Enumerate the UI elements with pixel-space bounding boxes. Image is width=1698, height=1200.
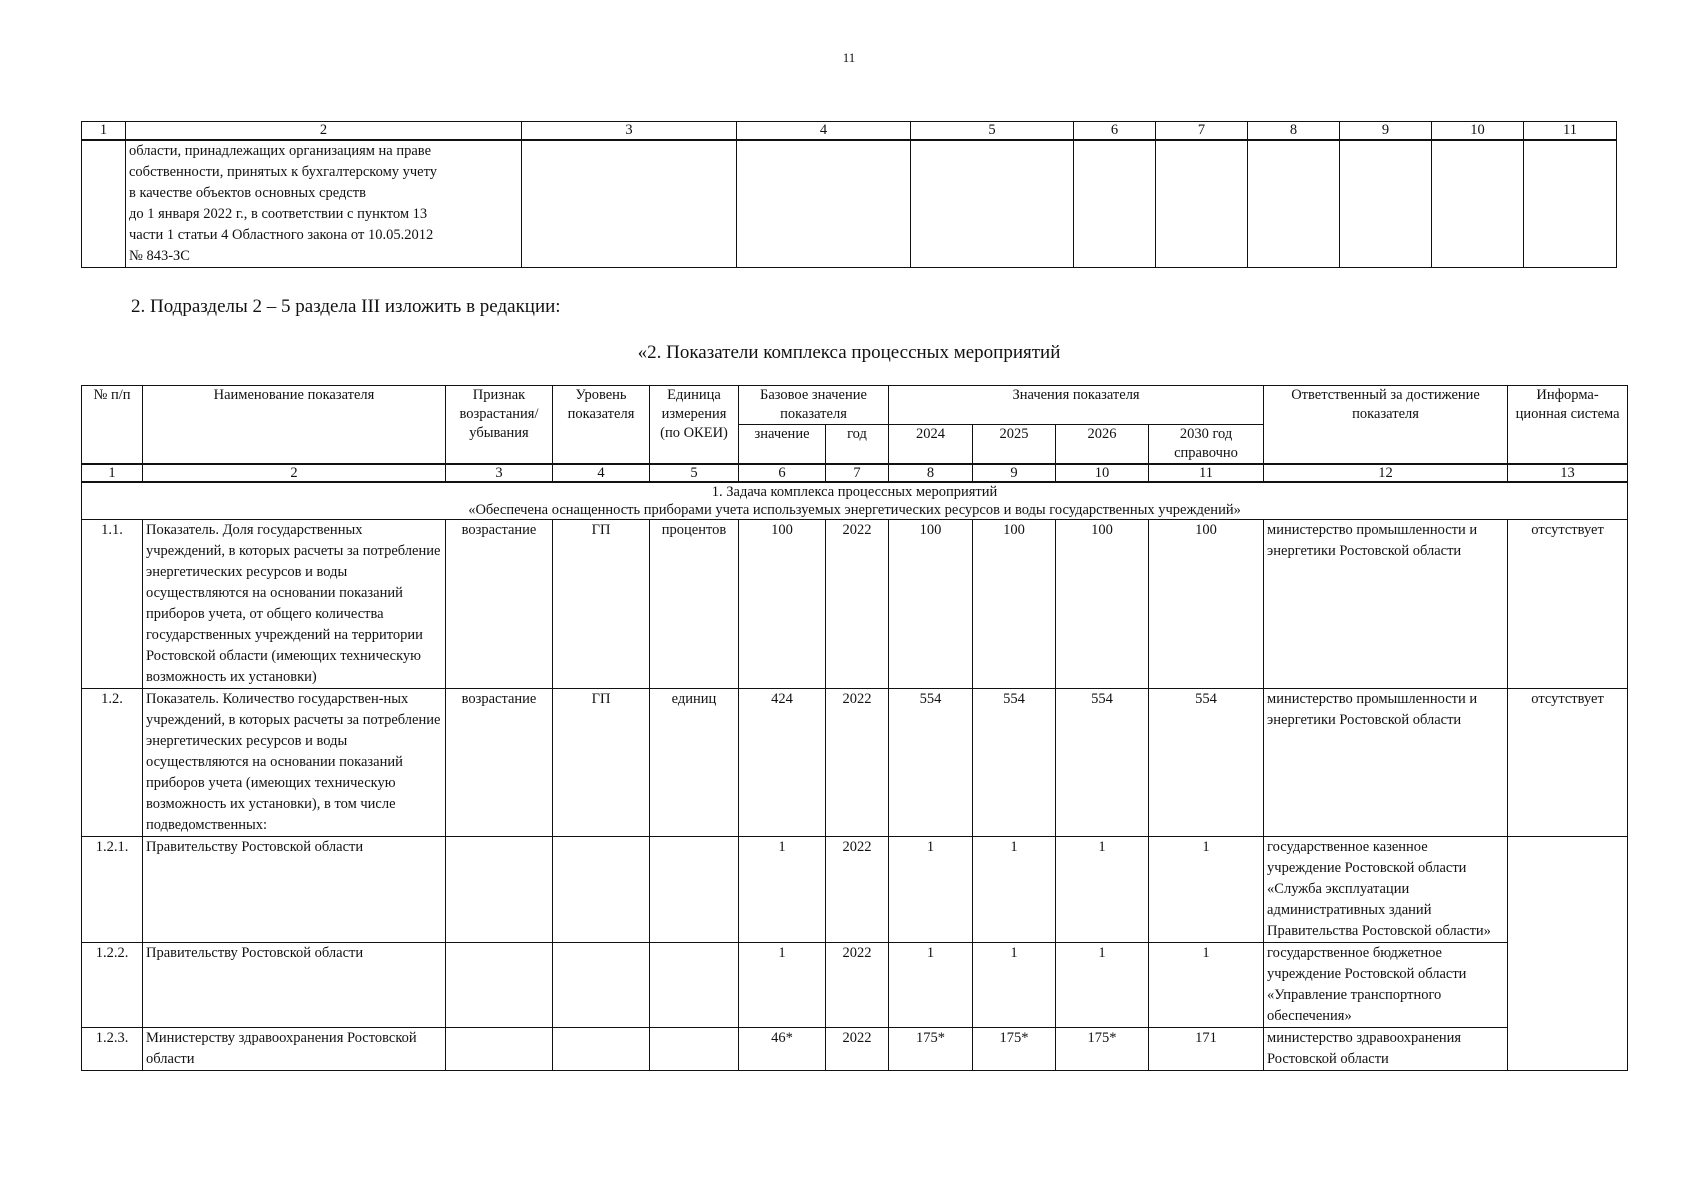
base-year-cell: 2022 <box>826 520 889 689</box>
column-number: 4 <box>553 464 650 482</box>
base-value-cell: 1 <box>739 837 826 943</box>
row-num: 1.2.3. <box>82 1028 143 1071</box>
base-year-cell: 2022 <box>826 837 889 943</box>
text-line: № 843-ЗС <box>129 248 190 264</box>
row-num: 1.2.1. <box>82 837 143 943</box>
table-row <box>82 837 1628 943</box>
value-2024-cell: 554 <box>889 689 973 837</box>
column-number: 9 <box>973 464 1056 482</box>
info-system-cell <box>1508 837 1628 1071</box>
base-year-cell: 2022 <box>826 1028 889 1071</box>
column-number: 4 <box>737 122 911 141</box>
level-cell: ГП <box>553 520 650 689</box>
column-number: 6 <box>739 464 826 482</box>
column-number: 13 <box>1508 464 1628 482</box>
responsible-cell: министерство здравоохранения Ростовской области <box>1264 1028 1508 1071</box>
continuation-table <box>81 121 1617 268</box>
section-title: «2. Показатели комплекса процессных мероприятий <box>637 342 1061 363</box>
table-row <box>82 140 1617 268</box>
value-2024-cell: 1 <box>889 943 973 1028</box>
value-2026-cell: 554 <box>1056 689 1149 837</box>
value-2025-cell: 554 <box>973 689 1056 837</box>
header-base-year: год <box>826 425 889 465</box>
text-line: части 1 статьи 4 Областного закона от 10.05.2012 <box>129 227 434 243</box>
table-row <box>82 689 1628 837</box>
level-cell: ГП <box>553 689 650 837</box>
base-year-cell: 2022 <box>826 689 889 837</box>
value-2025-cell: 1 <box>973 837 1056 943</box>
header-unit: Единица измерения (по ОКЕИ) <box>650 386 739 465</box>
base-value-cell: 100 <box>739 520 826 689</box>
header-info-system: Информа-ционная система <box>1508 386 1628 465</box>
sign-cell <box>446 1028 553 1071</box>
sign-cell: возрастание <box>446 689 553 837</box>
responsible-cell: министерство промышленности и энергетики Ростовской области <box>1264 520 1508 689</box>
value-2030-cell: 100 <box>1149 520 1264 689</box>
base-year-cell: 2022 <box>826 943 889 1028</box>
column-number: 10 <box>1056 464 1149 482</box>
column-number: 8 <box>1248 122 1340 141</box>
value-2024-cell: 1 <box>889 837 973 943</box>
header-values: Значения показателя <box>889 386 1264 425</box>
header-base: Базовое значение показателя <box>739 386 889 425</box>
column-number: 9 <box>1340 122 1432 141</box>
value-2030-cell: 554 <box>1149 689 1264 837</box>
level-cell <box>553 1028 650 1071</box>
column-number: 11 <box>1524 122 1617 141</box>
sign-cell <box>446 943 553 1028</box>
value-2026-cell: 175* <box>1056 1028 1149 1071</box>
indicator-name: Министерству здравоохранения Ростовской области <box>143 1028 446 1071</box>
task-row <box>82 482 1628 520</box>
value-2026-cell: 1 <box>1056 837 1149 943</box>
column-number: 7 <box>1156 122 1248 141</box>
header-sign: Признак возрастания/ убывания <box>446 386 553 465</box>
indicator-name: Показатель. Количество государствен-ных учреждений, в которых расчеты за потребление энергетических ресурсов и воды осуществляются на основании показаний приборов учета (имеющих техническую возможность их установки), в том числе подведомственных: <box>143 689 446 837</box>
column-number: 5 <box>650 464 739 482</box>
header-2026: 2026 <box>1056 425 1149 465</box>
column-number: 5 <box>911 122 1074 141</box>
column-number: 1 <box>82 122 126 141</box>
continuation-text-cell <box>126 140 522 268</box>
responsible-cell: государственное казенное учреждение Ростовской области «Служба эксплуатации административных зданий Правительства Ростовской области» <box>1264 837 1508 943</box>
column-number: 2 <box>126 122 522 141</box>
unit-cell <box>650 1028 739 1071</box>
task-description: «Обеспечена оснащенность приборами учета используемых энергетических ресурсов и воды государственных учреждений» <box>468 502 1241 518</box>
row-num: 1.2. <box>82 689 143 837</box>
unit-cell <box>650 943 739 1028</box>
value-2025-cell: 175* <box>973 1028 1056 1071</box>
header-level: Уровень показателя <box>553 386 650 465</box>
header-num: № п/п <box>82 386 143 465</box>
table-row <box>82 943 1628 1028</box>
sign-cell: возрастание <box>446 520 553 689</box>
base-value-cell: 1 <box>739 943 826 1028</box>
header-name: Наименование показателя <box>143 386 446 465</box>
column-number: 6 <box>1074 122 1156 141</box>
column-number: 8 <box>889 464 973 482</box>
value-2030-cell: 1 <box>1149 943 1264 1028</box>
indicator-name: Правительству Ростовской области <box>143 837 446 943</box>
column-number: 12 <box>1264 464 1508 482</box>
header-row <box>82 386 1628 425</box>
column-number: 3 <box>522 122 737 141</box>
value-2024-cell: 100 <box>889 520 973 689</box>
text-line: собственности, принятых к бухгалтерскому учету <box>129 164 438 180</box>
unit-cell <box>650 837 739 943</box>
table-row <box>82 1028 1628 1071</box>
header-base-value: значение <box>739 425 826 465</box>
row-num: 1.1. <box>82 520 143 689</box>
header-2025: 2025 <box>973 425 1056 465</box>
value-2025-cell: 1 <box>973 943 1056 1028</box>
value-2024-cell: 175* <box>889 1028 973 1071</box>
column-number: 3 <box>446 464 553 482</box>
column-number: 1 <box>82 464 143 482</box>
value-2026-cell: 1 <box>1056 943 1149 1028</box>
task-title: 1. Задача комплекса процессных мероприятий <box>711 484 998 500</box>
intro-text: 2. Подразделы 2 – 5 раздела III изложить в редакции: <box>131 296 561 317</box>
indicators-table <box>81 385 1628 1071</box>
page-number: 11 <box>842 50 856 65</box>
unit-cell: единиц <box>650 689 739 837</box>
indicator-name: Показатель. Доля государственных учреждений, в которых расчеты за потребление энергетических ресурсов и воды осуществляются на основании показаний приборов учета, от общего количества государственных учреждений на территории Ростовской области (имеющих техническую возможность их установки) <box>143 520 446 689</box>
responsible-cell: министерство промышленности и энергетики Ростовской области <box>1264 689 1508 837</box>
value-2030-cell: 1 <box>1149 837 1264 943</box>
level-cell <box>553 837 650 943</box>
text-line: в качестве объектов основных средств <box>129 185 366 201</box>
column-number: 7 <box>826 464 889 482</box>
header-responsible: Ответственный за достижение показателя <box>1264 386 1508 465</box>
column-number-row <box>82 122 1617 141</box>
header-2024: 2024 <box>889 425 973 465</box>
info-system-cell: отсутствует <box>1508 520 1628 689</box>
column-number: 2 <box>143 464 446 482</box>
base-value-cell: 424 <box>739 689 826 837</box>
table-row <box>82 520 1628 689</box>
text-line: до 1 января 2022 г., в соответствии с пунктом 13 <box>129 206 428 222</box>
row-num: 1.2.2. <box>82 943 143 1028</box>
indicator-name: Правительству Ростовской области <box>143 943 446 1028</box>
value-2030-cell: 171 <box>1149 1028 1264 1071</box>
header-2030: 2030 год справочно <box>1149 425 1264 465</box>
column-number-row <box>82 464 1628 482</box>
level-cell <box>553 943 650 1028</box>
value-2026-cell: 100 <box>1056 520 1149 689</box>
value-2025-cell: 100 <box>973 520 1056 689</box>
responsible-cell: государственное бюджетное учреждение Ростовской области «Управление транспортного обеспечения» <box>1264 943 1508 1028</box>
column-number: 11 <box>1149 464 1264 482</box>
info-system-cell: отсутствует <box>1508 689 1628 837</box>
base-value-cell: 46* <box>739 1028 826 1071</box>
task-heading <box>82 482 1628 520</box>
sign-cell <box>446 837 553 943</box>
column-number: 10 <box>1432 122 1524 141</box>
unit-cell: процентов <box>650 520 739 689</box>
text-line: области, принадлежащих организациям на праве <box>129 143 432 159</box>
